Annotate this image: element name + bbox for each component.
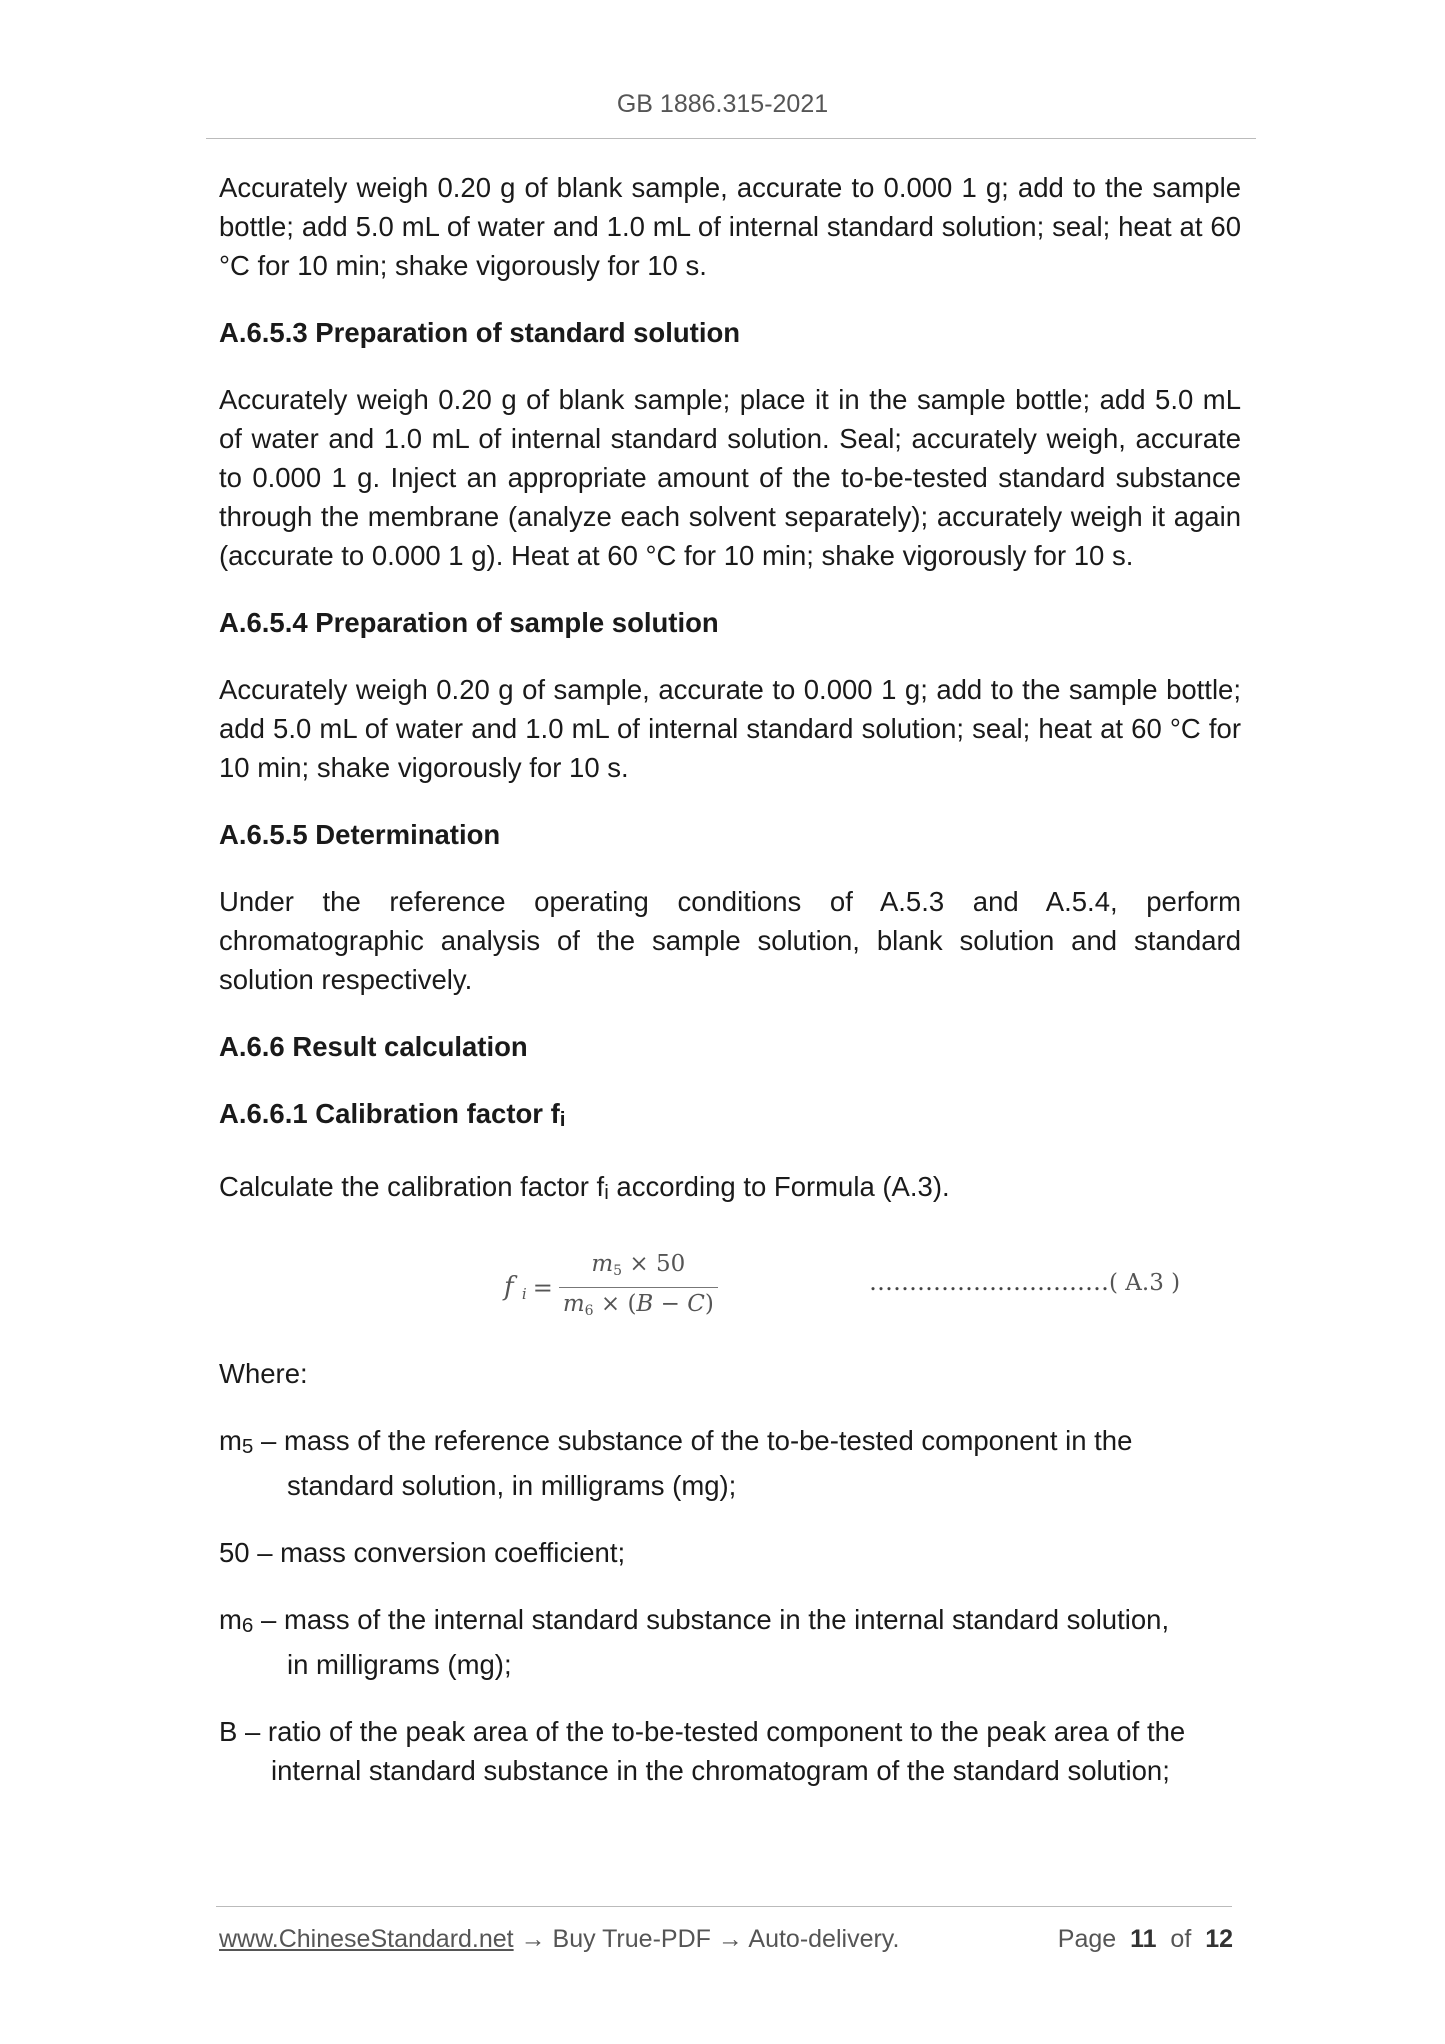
m6-continuation: in milligrams (mg); (287, 1649, 512, 1681)
numerator-sub: 5 (613, 1263, 623, 1280)
of-word: of (1170, 1925, 1192, 1953)
header-doc-id: GB 1886.315-2021 (616, 90, 829, 118)
paragraph-determination: Under the reference operating conditions of A.5.3 and A.5.4, perform chromatographic analysis of the sample solution, blank solution and standard solution respectively. (219, 886, 1241, 995)
denominator-open: × ( (593, 1291, 637, 1318)
m5-var: m (219, 1425, 242, 1457)
m6-var: m (219, 1604, 242, 1636)
page-word: Page (1057, 1925, 1117, 1953)
footer-tagline: → Buy True-PDF → Auto-delivery. (513, 1925, 900, 1953)
heading-a653: A.6.5.3 Preparation of standard solution (219, 317, 741, 348)
page-number: 11 (1130, 1925, 1157, 1953)
denominator-var: m (562, 1291, 585, 1318)
formula-lhs (504, 1272, 527, 1303)
formula-equals: = (532, 1273, 553, 1302)
formula-fraction (559, 1248, 718, 1327)
formula-expression (504, 1248, 718, 1327)
m5-sub: 5 (241, 1435, 254, 1459)
formula-denominator (559, 1288, 718, 1327)
definition-50: 50 – mass conversion coefficient; (219, 1537, 626, 1569)
formula-lhs-sub: i (521, 1285, 527, 1304)
heading-a66: A.6.6 Result calculation (219, 1031, 528, 1062)
denominator-close: ) (704, 1291, 714, 1318)
footer-website-link[interactable]: www.ChineseStandard.net (219, 1925, 514, 1953)
heading-a654: A.6.5.4 Preparation of sample solution (219, 607, 719, 638)
formula-label: ( A.3 ) (1109, 1270, 1181, 1297)
formula-leader (869, 1268, 1180, 1296)
footer (219, 1925, 1233, 1954)
denominator-c: C (687, 1291, 705, 1318)
m5-text: – mass of the reference substance of the to-be-tested component in the (253, 1425, 1133, 1457)
page-indicator (1058, 1925, 1233, 1954)
definition-b (219, 1712, 1241, 1790)
formula-numerator (587, 1248, 689, 1287)
page-content (219, 168, 1241, 1818)
paragraph-where: Where: (219, 1358, 308, 1390)
formula-a3 (219, 1240, 1241, 1332)
numerator-var: m (591, 1251, 614, 1278)
denominator-minus: − (653, 1291, 688, 1318)
denominator-b: B (636, 1291, 654, 1318)
numerator-rest: × 50 (622, 1251, 686, 1278)
formula-dots: ………………………… (869, 1268, 1109, 1297)
heading-a661-subscript: i (559, 1108, 566, 1132)
definition-m5 (219, 1421, 1241, 1505)
page-total: 12 (1205, 1925, 1233, 1953)
paragraph-calc-intro (219, 1167, 1241, 1212)
paragraph-standard-solution: Accurately weigh 0.20 g of blank sample; place it in the sample bottle; add 5.0 mL of water and 1.0 mL of internal standard solution. Seal; accurately weigh, accurate to 0.000 1 g. Inject an appropriate amount of the to-be-tested standard substance through the membrane (analyze each solvent separately); accurately weigh it again (accurate to 0.000 1 g). Heat at 60 °C for 10 min; shake vigorously for 10 s. (219, 384, 1241, 571)
denominator-sub: 6 (584, 1303, 594, 1320)
b-continuation: internal standard substance in the chromatogram of the standard solution; (271, 1755, 1170, 1787)
formula-lhs-var: f (504, 1272, 514, 1303)
heading-a655: A.6.5.5 Determination (219, 819, 501, 850)
m6-sub: 6 (241, 1614, 254, 1638)
calc-intro-post: according to Formula (A.3). (608, 1171, 950, 1203)
definition-m6 (219, 1600, 1241, 1684)
b-text: B – ratio of the peak area of the to-be-tested component to the peak area of the (219, 1716, 1186, 1748)
header-rule (206, 138, 1256, 139)
heading-a661 (219, 1094, 1241, 1139)
heading-a661-text: A.6.6.1 Calibration factor f (219, 1098, 560, 1129)
m6-text: – mass of the internal standard substance in the internal standard solution, (253, 1604, 1170, 1636)
calc-intro-pre: Calculate the calibration factor f (219, 1171, 605, 1203)
paragraph-blank-solution: Accurately weigh 0.20 g of blank sample, accurate to 0.000 1 g; add to the sample bottle; add 5.0 mL of water and 1.0 mL of internal standard solution; seal; heat at 60 °C for 10 min; shake vigorously for 10 s. (219, 172, 1241, 281)
footer-rule (216, 1906, 1232, 1907)
paragraph-sample-solution: Accurately weigh 0.20 g of sample, accurate to 0.000 1 g; add to the sample bottle; add 5.0 mL of water and 1.0 mL of internal standard solution; seal; heat at 60 °C for 10 min; shake vigorously for 10 s. (219, 674, 1241, 783)
m5-continuation: standard solution, in milligrams (mg); (287, 1470, 737, 1502)
calc-intro-subscript: i (604, 1181, 609, 1205)
